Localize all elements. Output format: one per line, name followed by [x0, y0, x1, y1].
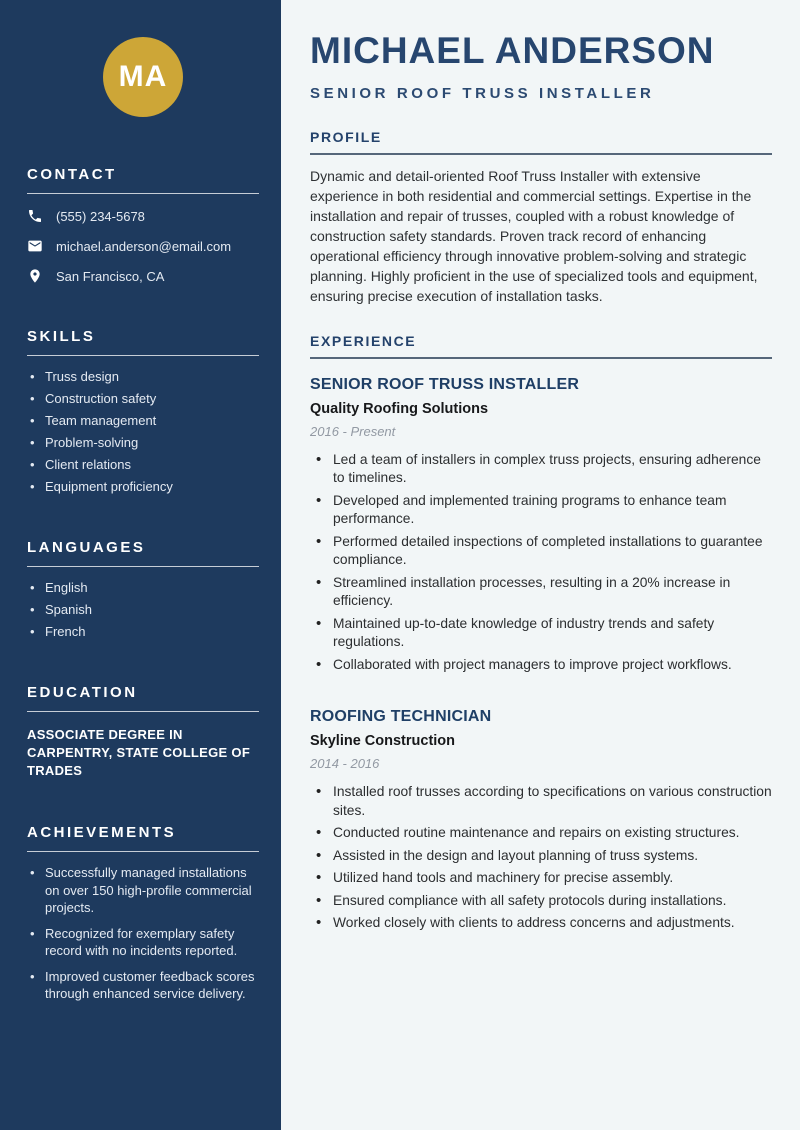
language-item: • English	[27, 579, 259, 596]
job-bullet: • Worked closely with clients to address concerns and adjustments.	[310, 914, 772, 933]
achievement-item: • Recognized for exemplary safety record with no incidents reported.	[27, 925, 259, 960]
languages-section	[27, 539, 259, 640]
languages-list	[27, 579, 259, 640]
page-title: MICHAEL ANDERSON	[310, 30, 715, 71]
skill-item: • Team management	[27, 412, 259, 429]
location-text: San Francisco, CA	[56, 268, 165, 284]
job-bullet-list	[310, 783, 772, 933]
job-entry	[310, 708, 772, 933]
job-company: Skyline Construction	[310, 733, 456, 750]
job-dates: 2016 - Present	[310, 423, 396, 439]
job-bullet: • Conducted routine maintenance and repairs on existing structures.	[310, 824, 772, 843]
language-item: • French	[27, 623, 259, 640]
achievement-item: • Successfully managed installations on over 150 high-profile commercial projects.	[27, 864, 259, 917]
achievements-heading: ACHIEVEMENTS	[27, 824, 177, 841]
contact-section	[27, 166, 259, 284]
divider	[310, 153, 772, 155]
experience-heading: EXPERIENCE	[310, 332, 417, 349]
job-bullet-list	[310, 451, 772, 675]
divider	[310, 357, 772, 359]
job-dates: 2014 - 2016	[310, 756, 380, 772]
achievements-list	[27, 864, 259, 1003]
job-bullet: • Developed and implemented training programs to enhance team performance.	[310, 492, 772, 529]
job-bullet: • Installed roof trusses according to specifications on various construction sites.	[310, 783, 772, 820]
job-bullet: • Performed detailed inspections of completed installations to guarantee compliance.	[310, 533, 772, 570]
job-bullet: • Assisted in the design and layout planning of truss systems.	[310, 847, 772, 866]
skill-item: • Truss design	[27, 368, 259, 385]
location-icon	[27, 268, 43, 284]
job-subtitle: SENIOR ROOF TRUSS INSTALLER	[310, 84, 655, 102]
avatar-initials: MA	[118, 60, 168, 93]
job-company: Quality Roofing Solutions	[310, 400, 489, 417]
skills-list	[27, 368, 259, 495]
avatar	[103, 37, 183, 117]
profile-heading: PROFILE	[310, 128, 382, 145]
skill-item: • Problem-solving	[27, 434, 259, 451]
skills-heading: SKILLS	[27, 328, 96, 345]
contact-phone-row	[27, 208, 259, 224]
divider	[27, 566, 259, 567]
skill-item: • Client relations	[27, 456, 259, 473]
divider	[27, 851, 259, 852]
resume-main	[281, 0, 800, 1130]
phone-number: (555) 234-5678	[56, 208, 145, 224]
contact-heading: CONTACT	[27, 166, 117, 183]
job-title: SENIOR ROOF TRUSS INSTALLER	[310, 375, 580, 393]
education-section	[27, 684, 259, 780]
job-bullet: • Streamlined installation processes, resulting in a 20% increase in efficiency.	[310, 574, 772, 611]
skills-section	[27, 328, 259, 495]
job-bullet: • Ensured compliance with all safety protocols during installations.	[310, 892, 772, 911]
contact-email-row	[27, 238, 259, 254]
divider	[27, 711, 259, 712]
skill-item: • Construction safety	[27, 390, 259, 407]
job-bullet: • Maintained up-to-date knowledge of industry trends and safety regulations.	[310, 615, 772, 652]
phone-icon	[27, 208, 43, 224]
achievements-section	[27, 824, 259, 1003]
experience-section	[310, 333, 772, 933]
job-title: ROOFING TECHNICIAN	[310, 708, 492, 726]
divider	[27, 193, 259, 194]
skill-item: • Equipment proficiency	[27, 478, 259, 495]
language-item: • Spanish	[27, 601, 259, 618]
education-degree: ASSOCIATE DEGREE IN CARPENTRY, STATE COLLEGE OF TRADES	[27, 727, 251, 778]
contact-rows	[27, 208, 259, 284]
job-bullet: • Utilized hand tools and machinery for precise assembly.	[310, 869, 772, 888]
education-heading: EDUCATION	[27, 684, 138, 701]
divider	[27, 355, 259, 356]
job-bullet: • Led a team of installers in complex truss projects, ensuring adherence to timelines.	[310, 451, 772, 488]
email-address: michael.anderson@email.com	[56, 238, 232, 254]
job-bullet: • Collaborated with project managers to improve project workflows.	[310, 656, 772, 675]
email-icon	[27, 238, 43, 254]
achievement-item: • Improved customer feedback scores through enhanced service delivery.	[27, 968, 259, 1003]
sidebar	[0, 0, 281, 1130]
contact-location-row	[27, 268, 259, 284]
profile-section	[310, 129, 772, 306]
languages-heading: LANGUAGES	[27, 539, 146, 556]
job-entry	[310, 376, 772, 675]
profile-text: Dynamic and detail-oriented Roof Truss Installer with extensive experience in both residential and commercial settings. Expertise in the installation and repair of trusses, coupled with a robust knowledge of construction safety standards. Proven track record of enhancing operational efficiency through innovative problem-solving and strategic planning. Highly proficient in the use of specialized tools and equipment, ensuring precise execution of installation tasks.	[310, 167, 758, 304]
